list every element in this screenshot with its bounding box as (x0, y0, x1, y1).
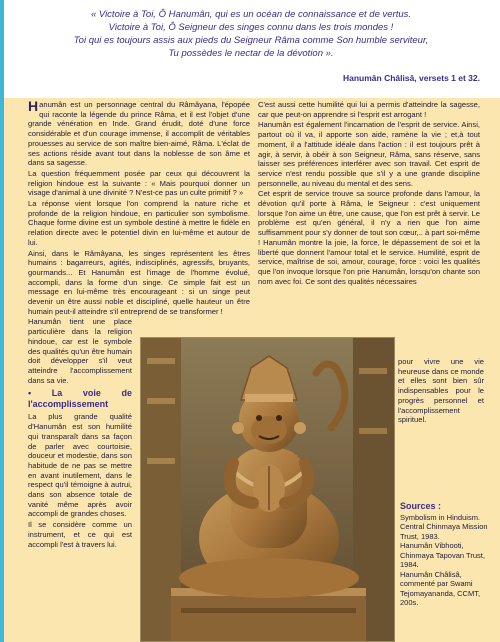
source-item: Hanumân Vibhooti, Chinmaya Tapovan Trust, 1984. (400, 541, 485, 569)
body-paragraph: C'est aussi cette humilité qui lui a permis d'atteindre la sagesse, car que peut-on apprendre si l'esprit est arrogant ! (258, 100, 480, 119)
quote-line: « Victoire à Toi, Ô Hanumân, qui es un océan de connaissance et de vertus. (90, 9, 412, 20)
body-paragraph: Ainsi, dans le Râmâyana, les singes représentent les êtres humains : bagarreurs, agités, indisciplinés, agressifs, bruyants, gourmands... Et Hanumân est l'image de l'homme évolué, accompli, dans la forme d'un singe. Ce simple fait est un message en lui-même très encourageant : si un singe peut devenir un être aussi noble et discipliné, quelle hauteur un être humain peut-il atteindre s'il entreprend de se transformer ! (28, 248, 250, 316)
quote-line: Victoire à Toi, Ô Seigneur des singes connu dans les trois mondes ! (108, 22, 394, 33)
photo-illustration (141, 338, 394, 641)
bullet-icon: • (28, 388, 32, 399)
body-paragraph: Hanumân tient une place particulière dans la religion hindoue, car est le symbole des qualités qu'un être humain doit développer s'il veut atteindre l'accomplissement dans sa vie. (28, 317, 132, 385)
section-heading (28, 388, 132, 410)
drop-cap: H (28, 98, 39, 114)
sources-title: Sources : (400, 501, 442, 511)
quote-attribution: Hanumân Châlisâ, versets 1 et 32. (342, 73, 480, 83)
quote-line: Tu possèdes le nectar de la dévotion ». (168, 48, 334, 59)
body-paragraph: La plus grande qualité d'Hanumân est son humilité qui transparaît dans sa façon de parler avec courtoisie, douceur et modestie, dans son habitude de ne pas se mettre en avant inutilement, dans le respect qu'il témoigne à autrui, dans son absence totale de vanité même après avoir accompli de grandes choses. (28, 412, 132, 519)
left-accent-strip (0, 0, 4, 642)
body-paragraph: Hanumân est également l'incarnation de l'esprit de service. Ainsi, partout où il va, il apporte son aide, ramène la vie ; et,à tout moment, il a l'attitude idéale dans l'action : il est toujours prêt à agir, à servir, à obéir à son Seigneur, Râma, sans réserve, sans laisser ses préférences interférer avec son travail. Cet esprit de service n'est rendu possible que s'il y a une grande discipline personnelle, au niveau du mental et des sens. (258, 120, 480, 188)
source-item: Symbolism in Hinduism. Central Chinmaya Mission Trust, 1983. (400, 512, 488, 541)
continuation-text: pour vivre une vie heureuse dans ce monde et elles sont bien sûr indispensables pour le progrès personnel et l'accomplissement spirituel. (398, 357, 484, 425)
section-title: La voie de l'accomplissement (28, 388, 132, 410)
body-paragraph: La question fréquemment posée par ceux qui découvrent la religion hindoue est la suivante : « Mais pourquoi donner un visage d'animal à une divinité ? N'est-ce pas un culte primitif ? » (28, 168, 250, 198)
hanuman-statue-photo (140, 337, 395, 642)
body-paragraph: Cet esprit de service trouve sa source profonde dans l'amour, la dévotion qu'il porte à Râma, le Seigneur : c'est uniquement lorsque l'on aime un être, une cause, que l'on est prêt à servir. Le problème est qu'en général, il n'y a rien que l'on aime suffisamment pour s'y donner de tout son cœur,.. à part soi-même ! Hanumân montre la joie, la force, le dépassement de soi et la liberté que donnent l'amour total et le service. Humilité, esprit de service, maîtrise de soi, amour, courage, force : voici les qualités que l'on invoque lorsque l'on prie Hanumân, lorsqu'on chante son nom avec foi. Ce sont des qualités nécessaires (258, 189, 480, 286)
source-item: Hanumân Châlisâ, commenté par Swami Tejomayananda, CCMT, 200s. (400, 569, 481, 607)
body-paragraph: Il se considère comme un instrument, et ce qui est accompli l'est à travers lui. (28, 520, 132, 549)
quote-line: Toi qui es toujours assis aux pieds du Seigneur Râma comme Son humble serviteur, (73, 35, 429, 46)
narrow-block (28, 317, 132, 549)
epigraph-quote (18, 8, 484, 60)
right-column (258, 100, 480, 287)
body-paragraph: La réponse vient lorsque l'on comprend la nature riche et profonde de la religion hindoue, en particulier son symbolisme. Chaque forme divine est un symbole destiné à mettre le fidèle en relation directe avec le potentiel divin en lui-même et autour de lui. (28, 199, 250, 247)
intro-paragraph: Hanumân est un personnage central du Râmâyana, l'épopée qui raconte la légende du prince Râma, et il est l'objet d'une grande vénération en Inde. Grand érudit, doté d'une force considérable et d'un courage immense, il accomplit de véritables prouesses au service de son maître bien-aimé, Râma. L'éclat de ses actions réside avant tout dans la noblesse de son âme et dans sa sagesse. (28, 98, 250, 168)
sources-box (400, 502, 492, 608)
